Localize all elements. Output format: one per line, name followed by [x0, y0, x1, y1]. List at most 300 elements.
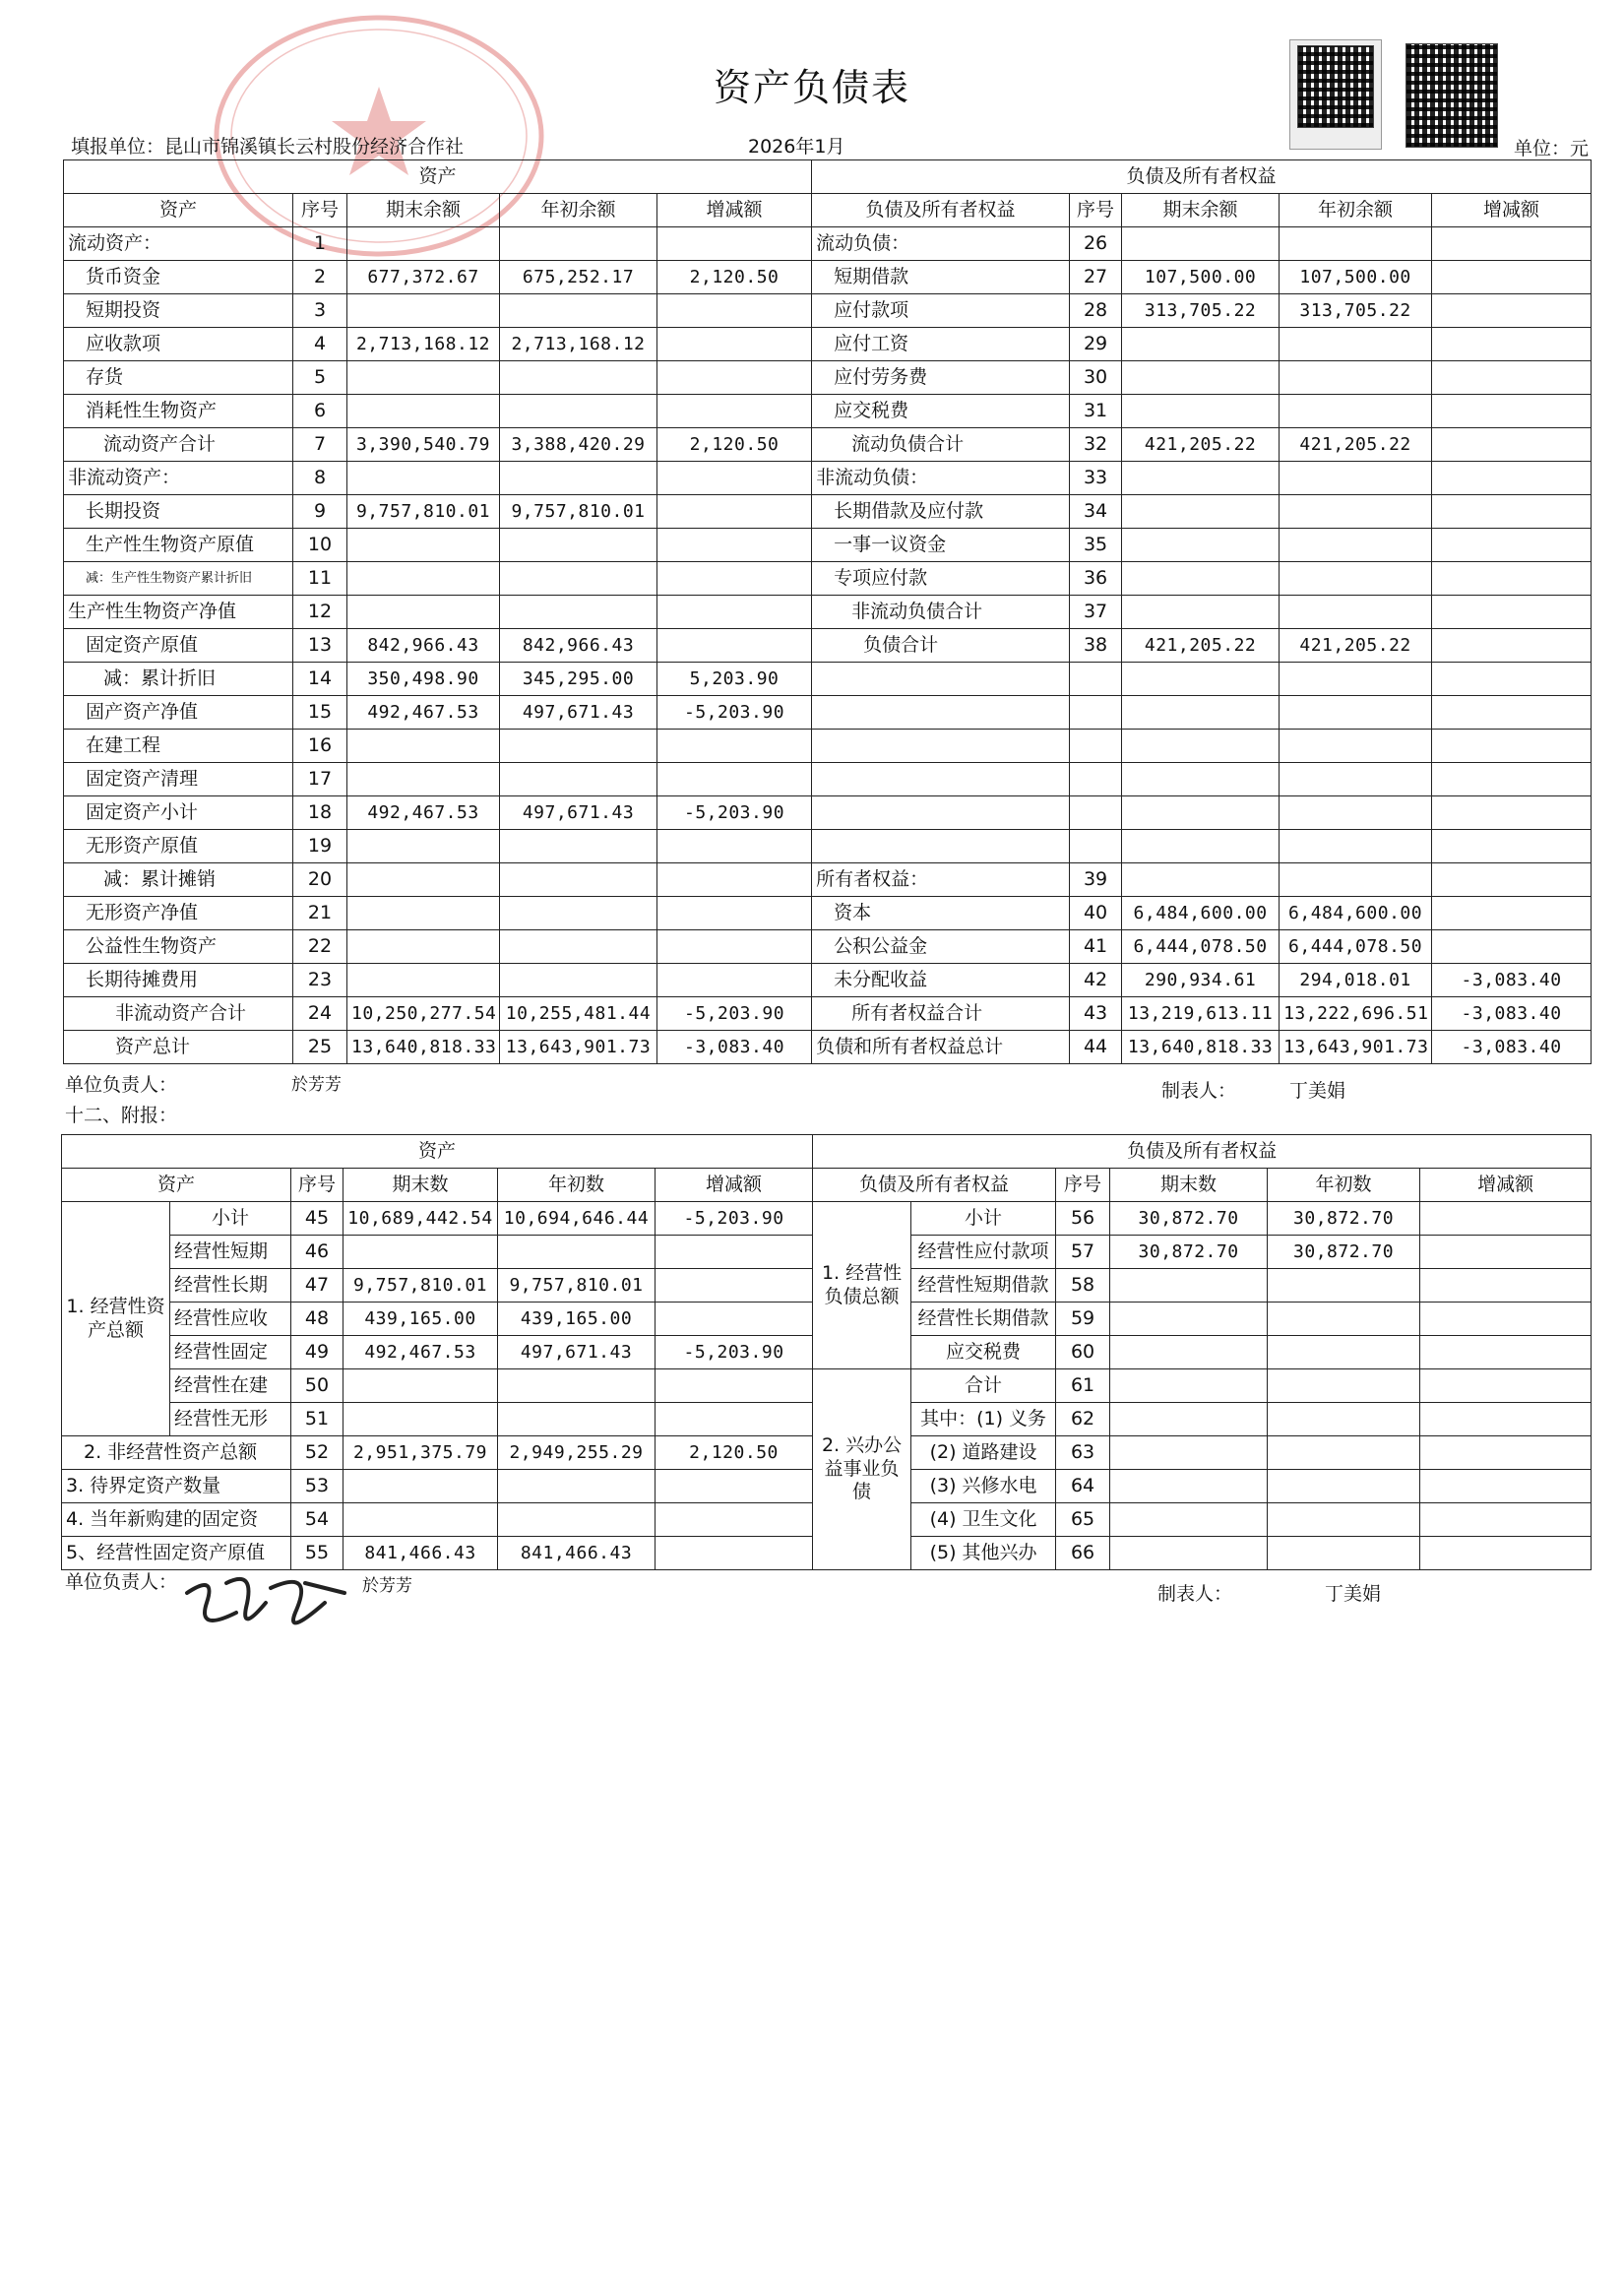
liability-end-balance — [1122, 663, 1280, 696]
asset-change: 5,203.90 — [657, 663, 812, 696]
table-row — [64, 796, 1592, 830]
asset-end-balance — [347, 596, 500, 629]
liability-seq: 63 — [1056, 1436, 1110, 1470]
liability-begin-balance — [1280, 796, 1432, 830]
liability-begin-balance — [1280, 596, 1432, 629]
asset-name: 2. 非经营性资产总额 — [62, 1436, 291, 1470]
asset-end — [344, 1369, 498, 1403]
asset-seq: 46 — [291, 1236, 344, 1269]
asset-name: 生产性生物资产原值 — [64, 529, 293, 562]
liability-end-balance: 6,444,078.50 — [1122, 930, 1280, 964]
liability-name: 应交税费 — [911, 1336, 1056, 1369]
liability-seq: 39 — [1070, 863, 1122, 897]
liability-begin-balance — [1280, 227, 1432, 261]
table-row — [64, 1031, 1592, 1064]
liability-end-balance: 290,934.61 — [1122, 964, 1280, 997]
table-row — [62, 1202, 1592, 1236]
liability-begin-balance — [1280, 696, 1432, 730]
asset-begin: 9,757,810.01 — [498, 1269, 656, 1303]
liability-begin-balance: 421,205.22 — [1280, 428, 1432, 462]
liability-begin-balance: 107,500.00 — [1280, 261, 1432, 294]
asset-seq: 4 — [293, 328, 347, 361]
liability-name: 一事一议资金 — [812, 529, 1070, 562]
liability-seq: 43 — [1070, 997, 1122, 1031]
liability-seq — [1070, 663, 1122, 696]
header-group-row — [62, 1135, 1592, 1169]
liability-change — [1420, 1236, 1592, 1269]
asset-change — [657, 964, 812, 997]
liability-change — [1432, 495, 1592, 529]
asset-begin-balance: 497,671.43 — [500, 696, 657, 730]
liability-begin-balance — [1280, 462, 1432, 495]
liability-begin-balance: 13,222,696.51 — [1280, 997, 1432, 1031]
asset-name: 货币资金 — [64, 261, 293, 294]
asset-seq: 24 — [293, 997, 347, 1031]
asset-begin-balance — [500, 897, 657, 930]
liability-change — [1432, 930, 1592, 964]
liability-seq: 62 — [1056, 1403, 1110, 1436]
liability-end-balance: 313,705.22 — [1122, 294, 1280, 328]
table-row — [64, 395, 1592, 428]
group-assets-header: 资产 — [62, 1135, 813, 1169]
asset-begin-balance — [500, 763, 657, 796]
asset-name: 非流动资产： — [64, 462, 293, 495]
asset-begin-balance — [500, 830, 657, 863]
liability-name: (3) 兴修水电 — [911, 1470, 1056, 1503]
liability-begin-balance — [1280, 863, 1432, 897]
asset-seq: 19 — [293, 830, 347, 863]
asset-end — [344, 1470, 498, 1503]
asset-name: 经营性无形 — [170, 1403, 291, 1436]
asset-change — [656, 1269, 813, 1303]
table-row — [64, 596, 1592, 629]
liability-begin — [1268, 1537, 1420, 1570]
liability-end-balance: 13,640,818.33 — [1122, 1031, 1280, 1064]
asset-begin — [498, 1236, 656, 1269]
liability-end-balance — [1122, 730, 1280, 763]
liability-change — [1432, 462, 1592, 495]
asset-begin-balance — [500, 730, 657, 763]
asset-begin: 2,949,255.29 — [498, 1436, 656, 1470]
asset-begin: 10,694,646.44 — [498, 1202, 656, 1236]
asset-seq: 47 — [291, 1269, 344, 1303]
report-period: 2026年1月 — [748, 136, 845, 158]
liability-name: (4) 卫生文化 — [911, 1503, 1056, 1537]
asset-change — [656, 1303, 813, 1336]
liability-begin — [1268, 1503, 1420, 1537]
table-row — [64, 361, 1592, 395]
liability-begin-balance — [1280, 395, 1432, 428]
liability-name: 短期借款 — [812, 261, 1070, 294]
liability-end — [1110, 1336, 1268, 1369]
table-row — [64, 730, 1592, 763]
liability-seq: 42 — [1070, 964, 1122, 997]
liability-end-balance: 13,219,613.11 — [1122, 997, 1280, 1031]
asset-change — [657, 863, 812, 897]
column-header: 序号 — [1056, 1169, 1110, 1202]
header-row — [64, 194, 1592, 227]
asset-change — [657, 529, 812, 562]
liability-end-balance — [1122, 529, 1280, 562]
asset-name: 流动资产： — [64, 227, 293, 261]
liability-name: 负债合计 — [812, 629, 1070, 663]
column-header: 年初余额 — [500, 194, 657, 227]
asset-seq: 3 — [293, 294, 347, 328]
asset-begin-balance — [500, 529, 657, 562]
liability-name: 应付劳务费 — [812, 361, 1070, 395]
liability-change — [1432, 830, 1592, 863]
liability-end — [1110, 1269, 1268, 1303]
asset-end-balance: 13,640,818.33 — [347, 1031, 500, 1064]
column-header: 年初数 — [498, 1169, 656, 1202]
liability-begin-balance — [1280, 730, 1432, 763]
liability-name — [812, 696, 1070, 730]
liability-seq — [1070, 696, 1122, 730]
asset-name: 资产总计 — [64, 1031, 293, 1064]
asset-end — [344, 1403, 498, 1436]
asset-change — [657, 897, 812, 930]
asset-name: 生产性生物资产净值 — [64, 596, 293, 629]
asset-end-balance — [347, 395, 500, 428]
asset-seq: 49 — [291, 1336, 344, 1369]
asset-name: 减：累计摊销 — [64, 863, 293, 897]
liability-change — [1432, 863, 1592, 897]
asset-change — [657, 763, 812, 796]
asset-change — [657, 294, 812, 328]
liability-seq: 31 — [1070, 395, 1122, 428]
column-header: 负债及所有者权益 — [812, 194, 1070, 227]
liability-seq: 27 — [1070, 261, 1122, 294]
liability-change — [1420, 1269, 1592, 1303]
asset-change — [656, 1470, 813, 1503]
table-row — [64, 663, 1592, 696]
table-row — [64, 495, 1592, 529]
liability-seq: 36 — [1070, 562, 1122, 596]
asset-end-balance — [347, 930, 500, 964]
asset-begin-balance — [500, 562, 657, 596]
asset-change — [657, 328, 812, 361]
column-header: 期末数 — [344, 1169, 498, 1202]
asset-end — [344, 1236, 498, 1269]
liability-change — [1432, 227, 1592, 261]
asset-seq: 5 — [293, 361, 347, 395]
asset-seq: 6 — [293, 395, 347, 428]
asset-name: 减：生产性生物资产累计折旧 — [64, 562, 293, 596]
liability-change — [1432, 395, 1592, 428]
table-row — [64, 930, 1592, 964]
column-header: 期末余额 — [347, 194, 500, 227]
column-header: 增减额 — [657, 194, 812, 227]
liability-group-label: 2. 兴办公益事业负债 — [813, 1369, 911, 1570]
table-row — [64, 997, 1592, 1031]
liability-seq: 61 — [1056, 1369, 1110, 1403]
liability-seq: 41 — [1070, 930, 1122, 964]
liability-end — [1110, 1436, 1268, 1470]
asset-begin-balance: 497,671.43 — [500, 796, 657, 830]
liability-begin — [1268, 1470, 1420, 1503]
liability-name: 其中：(1) 义务 — [911, 1403, 1056, 1436]
liability-name: 所有者权益合计 — [812, 997, 1070, 1031]
asset-name: 短期投资 — [64, 294, 293, 328]
asset-change — [657, 730, 812, 763]
asset-seq: 14 — [293, 663, 347, 696]
leader-name: 於芳芳 — [291, 1075, 342, 1095]
liability-change — [1420, 1470, 1592, 1503]
asset-begin-balance: 3,388,420.29 — [500, 428, 657, 462]
asset-seq: 17 — [293, 763, 347, 796]
liability-end-balance: 6,484,600.00 — [1122, 897, 1280, 930]
asset-begin — [498, 1470, 656, 1503]
asset-seq: 25 — [293, 1031, 347, 1064]
liability-change — [1432, 796, 1592, 830]
liability-change — [1432, 529, 1592, 562]
asset-begin-balance: 675,252.17 — [500, 261, 657, 294]
asset-begin-balance — [500, 227, 657, 261]
maker-name: 丁美娟 — [1289, 1080, 1346, 1102]
liability-end-balance — [1122, 863, 1280, 897]
liability-seq: 66 — [1056, 1537, 1110, 1570]
liability-seq: 33 — [1070, 462, 1122, 495]
liability-end — [1110, 1303, 1268, 1336]
asset-name: 流动资产合计 — [64, 428, 293, 462]
asset-name: 在建工程 — [64, 730, 293, 763]
liability-name: 未分配收益 — [812, 964, 1070, 997]
asset-name: 固定资产原值 — [64, 629, 293, 663]
liability-seq — [1070, 730, 1122, 763]
liability-seq: 37 — [1070, 596, 1122, 629]
group-assets-header: 资产 — [64, 160, 812, 194]
asset-end-balance: 492,467.53 — [347, 796, 500, 830]
asset-name: 减：累计折旧 — [64, 663, 293, 696]
liability-change — [1420, 1369, 1592, 1403]
table-row — [64, 529, 1592, 562]
asset-change — [656, 1503, 813, 1537]
liability-name: 应付工资 — [812, 328, 1070, 361]
liability-name: 所有者权益： — [812, 863, 1070, 897]
asset-seq: 21 — [293, 897, 347, 930]
asset-seq: 16 — [293, 730, 347, 763]
column-header: 增减额 — [656, 1169, 813, 1202]
liability-name: 应付款项 — [812, 294, 1070, 328]
asset-change — [657, 495, 812, 529]
liability-change — [1432, 763, 1592, 796]
liability-begin-balance: 421,205.22 — [1280, 629, 1432, 663]
asset-name: 固产资产净值 — [64, 696, 293, 730]
asset-name: 经营性应收 — [170, 1303, 291, 1336]
asset-end-balance: 3,390,540.79 — [347, 428, 500, 462]
column-header: 年初数 — [1268, 1169, 1420, 1202]
liability-change — [1432, 629, 1592, 663]
asset-begin-balance — [500, 930, 657, 964]
liability-begin-balance — [1280, 830, 1432, 863]
liability-seq: 32 — [1070, 428, 1122, 462]
asset-seq: 20 — [293, 863, 347, 897]
liability-seq: 40 — [1070, 897, 1122, 930]
liability-end-balance — [1122, 696, 1280, 730]
asset-name: 4. 当年新购建的固定资 — [62, 1503, 291, 1537]
asset-end-balance — [347, 361, 500, 395]
liability-seq: 29 — [1070, 328, 1122, 361]
liability-seq — [1070, 830, 1122, 863]
asset-name: 应收款项 — [64, 328, 293, 361]
asset-seq: 48 — [291, 1303, 344, 1336]
liability-end — [1110, 1470, 1268, 1503]
liability-begin-balance: 6,484,600.00 — [1280, 897, 1432, 930]
asset-end-balance — [347, 897, 500, 930]
asset-begin-balance: 2,713,168.12 — [500, 328, 657, 361]
liability-end-balance — [1122, 462, 1280, 495]
liability-begin-balance: 13,643,901.73 — [1280, 1031, 1432, 1064]
liability-end-balance — [1122, 495, 1280, 529]
liability-begin: 30,872.70 — [1268, 1236, 1420, 1269]
asset-change — [657, 930, 812, 964]
asset-change: -5,203.90 — [656, 1202, 813, 1236]
liability-seq: 59 — [1056, 1303, 1110, 1336]
liability-begin — [1268, 1303, 1420, 1336]
asset-name: 经营性在建 — [170, 1369, 291, 1403]
table-row — [64, 328, 1592, 361]
asset-name: 存货 — [64, 361, 293, 395]
liability-end-balance — [1122, 796, 1280, 830]
asset-name: 经营性固定 — [170, 1336, 291, 1369]
appendix-title: 十二、附报： — [65, 1105, 178, 1126]
liability-change — [1432, 261, 1592, 294]
asset-seq: 54 — [291, 1503, 344, 1537]
liability-change — [1432, 897, 1592, 930]
asset-end-balance — [347, 227, 500, 261]
liability-seq: 38 — [1070, 629, 1122, 663]
liability-change — [1420, 1436, 1592, 1470]
liability-end-balance: 107,500.00 — [1122, 261, 1280, 294]
liability-name — [812, 763, 1070, 796]
liability-begin — [1268, 1269, 1420, 1303]
liability-seq: 30 — [1070, 361, 1122, 395]
liability-begin-balance: 6,444,078.50 — [1280, 930, 1432, 964]
asset-seq: 45 — [291, 1202, 344, 1236]
asset-group-label: 1. 经营性资产总额 — [62, 1202, 170, 1436]
asset-seq: 2 — [293, 261, 347, 294]
liability-change — [1420, 1503, 1592, 1537]
header-group-row — [64, 160, 1592, 194]
asset-seq: 22 — [293, 930, 347, 964]
asset-end: 841,466.43 — [344, 1537, 498, 1570]
table-row — [64, 294, 1592, 328]
asset-seq: 9 — [293, 495, 347, 529]
liability-seq: 58 — [1056, 1269, 1110, 1303]
asset-end-balance: 9,757,810.01 — [347, 495, 500, 529]
asset-seq: 10 — [293, 529, 347, 562]
liability-change — [1432, 428, 1592, 462]
asset-end-balance: 677,372.67 — [347, 261, 500, 294]
liability-end: 30,872.70 — [1110, 1202, 1268, 1236]
asset-seq: 55 — [291, 1537, 344, 1570]
asset-end-balance — [347, 863, 500, 897]
liability-name: 小计 — [911, 1202, 1056, 1236]
liability-begin — [1268, 1403, 1420, 1436]
liability-begin-balance — [1280, 361, 1432, 395]
reporting-unit: 填报单位：昆山市锦溪镇长云村股份经济合作社 — [71, 136, 465, 158]
liability-name — [812, 830, 1070, 863]
liability-name: 合计 — [911, 1369, 1056, 1403]
asset-begin-balance: 13,643,901.73 — [500, 1031, 657, 1064]
group-liabilities-header: 负债及所有者权益 — [813, 1135, 1592, 1169]
maker-label-2: 制表人： — [1157, 1583, 1233, 1605]
column-header: 序号 — [1070, 194, 1122, 227]
asset-seq: 13 — [293, 629, 347, 663]
liability-begin-balance — [1280, 495, 1432, 529]
liability-begin: 30,872.70 — [1268, 1202, 1420, 1236]
table-row — [62, 1369, 1592, 1403]
table-row — [64, 863, 1592, 897]
table-row — [64, 830, 1592, 863]
asset-seq: 15 — [293, 696, 347, 730]
asset-name: 3. 待界定资产数量 — [62, 1470, 291, 1503]
liability-name: 非流动负债合计 — [812, 596, 1070, 629]
asset-change: 2,120.50 — [656, 1436, 813, 1470]
liability-name — [812, 730, 1070, 763]
liability-name: 专项应付款 — [812, 562, 1070, 596]
liability-change — [1432, 696, 1592, 730]
currency-unit: 单位：元 — [1514, 138, 1590, 159]
liability-end-balance — [1122, 328, 1280, 361]
asset-end-balance — [347, 830, 500, 863]
table-row — [64, 696, 1592, 730]
liability-name: (5) 其他兴办 — [911, 1537, 1056, 1570]
asset-begin-balance: 9,757,810.01 — [500, 495, 657, 529]
liability-change — [1420, 1303, 1592, 1336]
column-header: 序号 — [293, 194, 347, 227]
asset-change — [657, 462, 812, 495]
asset-end-balance: 350,498.90 — [347, 663, 500, 696]
maker-label: 制表人： — [1161, 1080, 1237, 1102]
asset-begin-balance — [500, 964, 657, 997]
asset-begin-balance: 842,966.43 — [500, 629, 657, 663]
table-row — [64, 227, 1592, 261]
maker-name-2: 丁美娟 — [1325, 1583, 1382, 1605]
liability-end — [1110, 1537, 1268, 1570]
liability-change — [1432, 294, 1592, 328]
asset-name: 消耗性生物资产 — [64, 395, 293, 428]
asset-name: 固定资产小计 — [64, 796, 293, 830]
asset-end-balance — [347, 562, 500, 596]
liability-end-balance: 421,205.22 — [1122, 428, 1280, 462]
signature — [177, 1563, 354, 1642]
column-header: 增减额 — [1420, 1169, 1592, 1202]
asset-end: 2,951,375.79 — [344, 1436, 498, 1470]
asset-seq: 8 — [293, 462, 347, 495]
asset-change — [656, 1537, 813, 1570]
liability-name: 经营性长期借款 — [911, 1303, 1056, 1336]
asset-change: 2,120.50 — [657, 261, 812, 294]
column-header: 期末数 — [1110, 1169, 1268, 1202]
table-row — [64, 428, 1592, 462]
asset-name: 公益性生物资产 — [64, 930, 293, 964]
liability-name: (2) 道路建设 — [911, 1436, 1056, 1470]
asset-seq: 12 — [293, 596, 347, 629]
asset-change — [657, 830, 812, 863]
asset-end-balance — [347, 462, 500, 495]
asset-end-balance: 10,250,277.54 — [347, 997, 500, 1031]
asset-seq: 52 — [291, 1436, 344, 1470]
table-row — [64, 261, 1592, 294]
table-row — [64, 629, 1592, 663]
page-title: 资产负债表 — [713, 66, 910, 109]
liability-name: 经营性短期借款 — [911, 1269, 1056, 1303]
asset-begin: 439,165.00 — [498, 1303, 656, 1336]
column-header: 序号 — [291, 1169, 344, 1202]
liability-change — [1432, 361, 1592, 395]
asset-change — [656, 1403, 813, 1436]
